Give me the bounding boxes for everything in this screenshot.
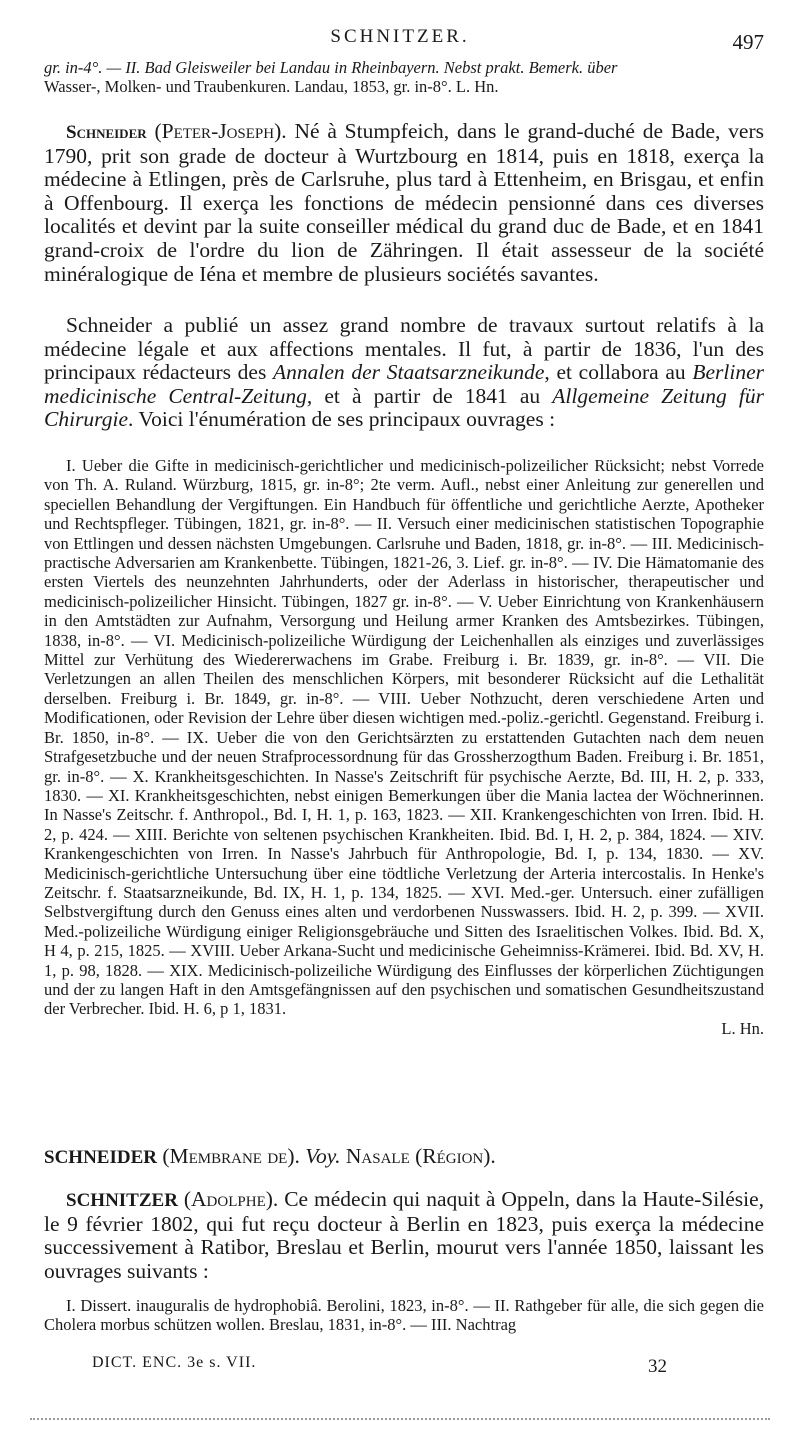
sheet-signature-mark: DICT. ENC. 3e s. VII. [92,1354,257,1371]
entry-schneider-biography [44,120,764,286]
intro-text-a: Schneider a publié un assez grand nombre de travaux surtout relatifs à la médecine légale et aux affections mentales. Il fut, à partir de 1836, l'un des principaux rédacteurs des [44,313,764,385]
biography-text: Né à Stumpfeich, dans le grand-duché de Bade, vers 1790, prit son grade de docteur à Wurtzbourg en 1814, puis en 1818, exerça la médecine à Etlingen, près de Carlsruhe, plus tard à Ettenheim, en Brisgau, et enfin à Offenbourg. Il exerça les fonctions de médecin pensionné dans ces diverses localités et devint par la suite conseiller médical du grand duc de Bade, et en 1841 grand-croix de l'ordre du lion de Zähringen. Il était assesseur de la société minéralogique de Iéna et membre de plusieurs sociétés savantes. [44,119,765,286]
continuation-line-1: gr. in-4°. — II. Bad Gleisweiler bei Landau in Rheinbayern. Nebst prakt. Bemerk. über [44,58,618,77]
entry-name: (Adolphe). [183,1187,279,1211]
works-text: I. Dissert. inauguralis de hydrophobiâ. Berolini, 1823, in-8°. — II. Rathgeber für alle, die sich gegen die Cholera morbus schützen wollen. Breslau, 1831, in-8°. — III. Nachtrag [44,1296,764,1335]
journal-title-central-zeitung: Berliner medicinische Central-Zeitung [44,360,765,408]
entry-schneider-publications-intro [44,314,764,432]
entry-name: (Membrane de). [156,1144,306,1168]
entry-schneider-membrane [44,1145,764,1170]
intro-text-b: , et collabora au [544,360,693,385]
entry-schneider-works-list [44,456,764,1038]
entry-name: (Peter-Joseph). [154,119,287,143]
entry-headword: SCHNEIDER [44,1147,157,1168]
continuation-line-2: Wasser-, Molken- und Traubenkuren. Landau, 1853, gr. in-8°. L. Hn. [44,77,499,97]
show-through-divider [30,1418,770,1422]
intro-text-d: . Voici l'énumération de ses principaux ouvrages : [128,407,556,432]
entry-headword: SCHNITZER [66,1190,178,1211]
entry-schnitzer-works-list [44,1296,764,1335]
previous-entry-continuation [44,58,764,97]
running-head: SCHNITZER. [330,26,470,47]
journal-title-annalen: Annalen der Staatsarzneikunde [273,360,545,385]
works-text: I. Ueber die Gifte in medicinisch-gerichtlicher und medicinisch-polizeilicher Rücksicht; nebst Vorrede von Th. A. Ruland. Würzburg, 1815, gr. in-8°; 2te verm. Aufl., nebst einer Anleitung zur generellen und speciellen Behandlung der Vergiftungen. Ein Handbuch für öffentliche und gerichtliche Aerzte, Apotheker und Rechtspfleger. Tübingen, 1821, gr. in-8°. — II. Versuch einer medicinischen statistischen Topographie von Ettlingen und dessen nächsten Umgebungen. Carlsruhe und Baden, 1818, gr. in-8°. — III. Medicinisch-practische Adversarien am Krankenbette. Tübingen, 1821-26, 3. Lief. gr. in-8°. — IV. Die Hämatomanie des ersten Viertels des neunzehnten Jahrhunderts, oder der Aderlass in historischer, therapeutischer und medicinisch-polizeilicher Hinsicht. Tübingen, 1827 gr. in-8°. — V. Ueber Einrichtung von Krankenhäusern in den Amtstädten zur Aufnahm, Versorgung und Heilung armer Kranken des Amtsbezirkes. Tübingen, 1838, in-8°. — VI. Medicinisch-polizeiliche Würdigung der Leichenhallen als einziges und zuverlässiges Mittel zur Verhütung des Wiedererwachens im Grabe. Freiburg i. Br. 1839, gr. in-8°. — VII. Die Verletzungen an allen Theilen des menschlichen Körpers, mit besonderer Rücksicht auf die Lethalität derselben. Freiburg i. Br. 1849, gr. in-8°. — VIII. Ueber Nothzucht, deren verschiedene Arten und Modificationen, oder Revision der Lehre über diesen wichtigen med.-poliz.-gerichtl. Gegenstand. Freiburg i. Br. 1850, in-8°. — IX. Ueber die von den Gerichtsärzten zu erstattenden Gutachten nach dem neuen Strafgesetzbuche und der neuen Strafprocessordnung für das Grossherzogthum Baden. Freiburg i. Br. 1851, gr. in-8°. — X. Krankheitsgeschichten. In Nasse's Zeitschrift für psychische Aerzte, Bd. III, H. 2, p. 333, 1830. — XI. Krankheitsgeschichten, nebst einigen Bemerkungen über die Mania lactea der Wöchnerinnen. In Nasse's Zeitschr. f. Anthropol., Bd. I, H. 1, p. 163, 1823. — XII. Krankengeschichten von Irren. Ibid. H. 2, p. 424. — XIII. Berichte von seltenen psychischen Krankheiten. Ibid. Bd. I, H. 2, p. 384, 1824. — XIV. Krankengeschichten von Irren. In Nasse's Jahrbuch für Anthropologie, Bd. I, p. 134, 1830. — XV. Medicinisch-gerichtliche Untersuchung über eine tödtliche Verletzung der Arteria intercostalis. In Henke's Zeitschr. f. Staatsarzneikunde, Bd. IX, H. 1, p. 134, 1825. — XVI. Med.-ger. Untersuch. einer zufälligen Selbstvergiftung durch den Genuss eines alten und verdorbenen Nusswassers. Ibid. H. 2, p. 399. — XVII. Med.-polizeiliche Würdigung einiger Religionsgebräuche und Sitten des Israelitischen Volkes. Ibid. Bd. X, H 4, p. 215, 1825. — XVIII. Ueber Arkana-Sucht und medicinische Geheimniss-Krämerei. Ibid. Bd. XV, H. 1, p. 98, 1828. — XIX. Medicinisch-polizeiliche Würdigung des Einflusses der körperlichen Züchtigungen und der zu langen Haft in den Amtsgefängnissen auf den psychischen und somatischen Gesundheitszustand der Verbrecher. Ibid. H. 6, p 1, 1831. [44,456,764,1019]
page-number: 497 [732,30,764,54]
entry-headword: Schneider [66,122,147,143]
author-signature: L. Hn. [721,1018,764,1038]
cross-reference-target: Nasale (Région). [340,1144,496,1168]
journal-title-chirurgie: Allgemeine Zeitung für Chirurgie [44,383,765,432]
intro-text-c: , et à partir de 1841 au [306,383,553,408]
biography-text: Ce médecin qui naquit à Oppeln, dans la Haute-Silésie, le 9 février 1802, qui fut reçu docteur à Berlin en 1823, puis exerça la médecine successivement à Ratibor, Breslau et Berlin, mourut vers l'année 1850, laissant les ouvrages suivants : [44,1187,765,1283]
sheet-number: 32 [648,1356,667,1377]
cross-reference-voy: Voy. [305,1144,341,1168]
entry-schnitzer-biography [44,1188,764,1283]
